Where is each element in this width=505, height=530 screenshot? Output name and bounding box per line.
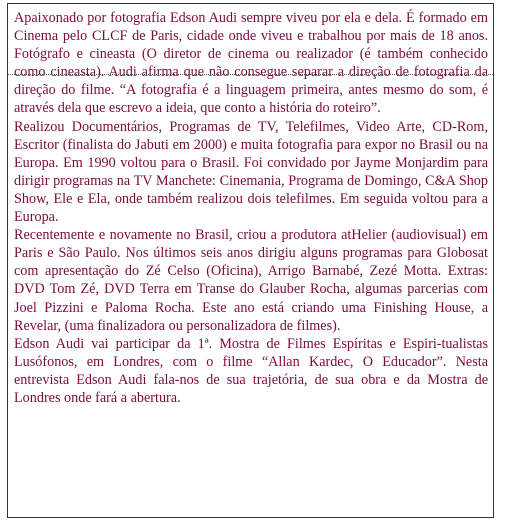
paragraph-london-exhibition: Edson Audi vai participar da 1ª. Mostra de Filmes Espíritas e Espiri-tualistas Lusófonos, em Londres, com o filme “Allan Kardec, O Educador”. Nesta entrevista Edson Audi fala-nos de sua trajetória, de sua obra e da Mostra de Londres onde fará a abertura. xyxy=(14,335,488,406)
article-body xyxy=(14,9,488,407)
paragraph-recent-work: Recentemente e novamente no Brasil, criou a produtora atHelier (audiovisual) em Paris e São Paulo. Nos últimos seis anos dirigiu alguns programas para Globosat com apresentação do Zé Celso (Oficina), Arrigo Barnabé, Zezé Motta. Extras: DVD Tom Zé, DVD Terra em Transe do Glauber Rocha, algumas parcerias com Joel Pizzini e Paloma Rocha. Este ano está criando uma Finishing House, a Revelar, (uma finalizadora ou personalizadora de filmes). xyxy=(14,227,488,334)
dotted-divider xyxy=(8,74,493,75)
paragraph-intro: Apaixonado por fotografia Edson Audi sempre viveu por ela e dela. É formado em Cinema pelo CLCF de Paris, cidade onde viveu e trabalhou por mais de 18 anos. Fotógrafo e cineasta (O diretor de cinema ou realizador (é também conhecido como cineasta). Audi afirma que não consegue separar a direção de fotografia da direção do filme. “A fotografia é a linguagem primeira, antes mesmo do som, é através dela que escrevo a ideia, que conto a história do roteiro”. xyxy=(14,10,488,117)
text-box-frame xyxy=(7,3,494,518)
paragraph-career: Realizou Documentários, Programas de TV, Telefilmes, Video Arte, CD-Rom, Escritor (finalista do Jabuti em 2000) e muita fotografia para expor no Brasil ou na Europa. Em 1990 voltou para o Brasil. Foi convidado por Jayme Monjardim para dirigir programas na TV Manchete: Cinemania, Programa de Domingo, C&A Shop Show, Ele e Ela, onde também realizou dois telefilmes. Em seguida voltou para a Europa. xyxy=(14,118,488,226)
